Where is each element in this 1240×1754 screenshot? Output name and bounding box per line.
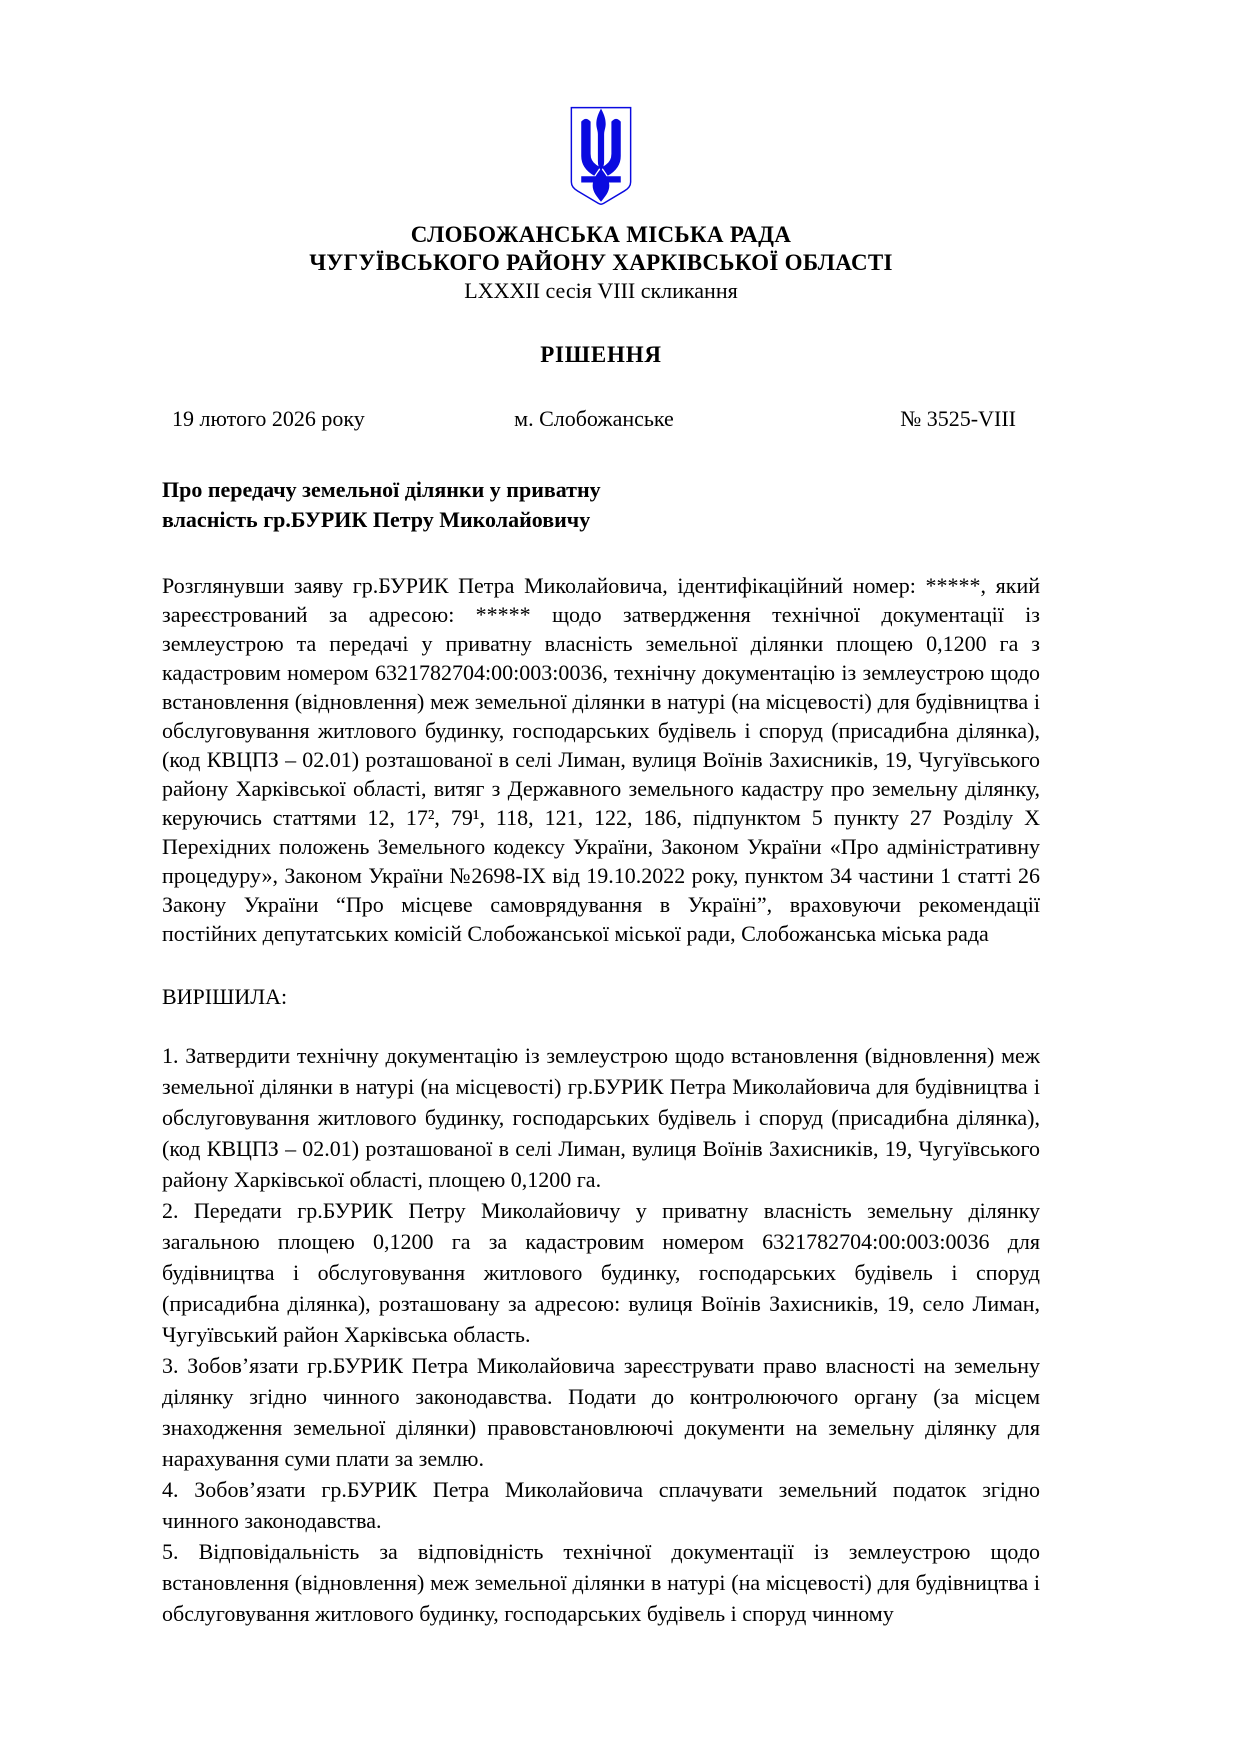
resolution-item-1: 1. Затвердити технічну документацію із землеустрою щодо встановлення (відновлення) меж земельної ділянки в натурі (на місцевості) гр.БУРИК Петра Миколайовича для будівництва і обслуговування житлового будинку, господарських будівель і споруд (присадибна ділянка), (код КВЦПЗ – 02.01) розташованої в селі Лиман, вулиця Воїнів Захисників, 19, Чугуївського району Харківської області, площею 0,1200 га. xyxy=(162,1043,1040,1192)
meta-row xyxy=(162,407,1040,431)
coat-of-arms xyxy=(162,104,1040,213)
document-date: 19 лютого 2026 року xyxy=(172,406,365,431)
resolution-item-4: 4. Зобов’язати гр.БУРИК Петра Миколайовича сплачувати земельний податок згідно чинного законодавства. xyxy=(162,1477,1040,1533)
document-place: м. Слобожанське xyxy=(514,406,674,431)
document-type-title: РІШЕННЯ xyxy=(540,342,662,367)
subject-line-1: Про передачу земельної ділянки у приватну xyxy=(162,477,601,502)
subject-line-2: власність гр.БУРИК Петру Миколайовичу xyxy=(162,507,591,532)
ukraine-trident-icon xyxy=(566,104,636,208)
resolved-label: ВИРІШИЛА: xyxy=(162,984,288,1009)
org-name-line-2: ЧУГУЇВСЬКОГО РАЙОНУ ХАРКІВСЬКОЇ ОБЛАСТІ xyxy=(309,250,893,275)
org-name-line-1: СЛОБОЖАНСЬКА МІСЬКА РАДА xyxy=(410,222,792,247)
session-line: LXXXII сесія VIII скликання xyxy=(464,278,738,303)
resolution-item-2: 2. Передати гр.БУРИК Петру Миколайовичу у приватну власність земельну ділянку загальною площею 0,1200 га за кадастровим номером 6321782704:00:003:0036 для будівництва і обслуговування житлового будинку, господарських будівель і споруд (присадибна ділянка), розташовану за адресою: вулиця Воїнів Захисників, 19, село Лиман, Чугуївський район Харківська область. xyxy=(162,1198,1040,1347)
resolution-items xyxy=(162,1040,1040,1629)
document-number: № 3525-VIII xyxy=(900,406,1016,431)
resolution-item-5: 5. Відповідальність за відповідність технічної документації із землеустрою щодо встановлення (відновлення) меж земельної ділянки в натурі (на місцевості) для будівництва і обслуговування житлового будинку, господарських будівель і споруд чинному xyxy=(162,1539,1040,1626)
preamble-paragraph: Розглянувши заяву гр.БУРИК Петра Миколайовича, ідентифікаційний номер: *****, який зареєстрований за адресою: ***** щодо затвердження технічної документації із землеустрою та передачі у приватну власність земельної ділянки площею 0,1200 га з кадастровим номером 6321782704:00:003:0036, технічну документацію із землеустрою щодо встановлення (відновлення) меж земельної ділянки в натурі (на місцевості) для будівництва і обслуговування житлового будинку, господарських будівель і споруд (присадибна ділянка), (код КВЦПЗ – 02.01) розташованої в селі Лиман, вулиця Воїнів Захисників, 19, Чугуївського району Харківської області, витяг з Державного земельного кадастру про земельну ділянку, керуючись статтями 12, 17², 79¹, 118, 121, 122, 186, підпунктом 5 пункту 27 Розділу X Перехідних положень Земельного кодексу України, Законом України «Про адміністративну процедуру», Законом України №2698-IX від 19.10.2022 року, пунктом 34 частини 1 статті 26 Закону України “Про місцеве самоврядування в Україні”, враховуючи рекомендації постійних депутатських комісій Слобожанської міської ради, Слобожанська міська рада xyxy=(162,573,1040,946)
resolution-item-3: 3. Зобов’язати гр.БУРИК Петра Миколайовича зареєструвати право власності на земельну ділянку згідно чинного законодавства. Подати до контролюючого органу (за місцем знаходження земельної ділянки) правовстановлюючі документи на земельну ділянку для нарахування суми плати за землю. xyxy=(162,1353,1040,1471)
document-subject xyxy=(162,475,1040,535)
